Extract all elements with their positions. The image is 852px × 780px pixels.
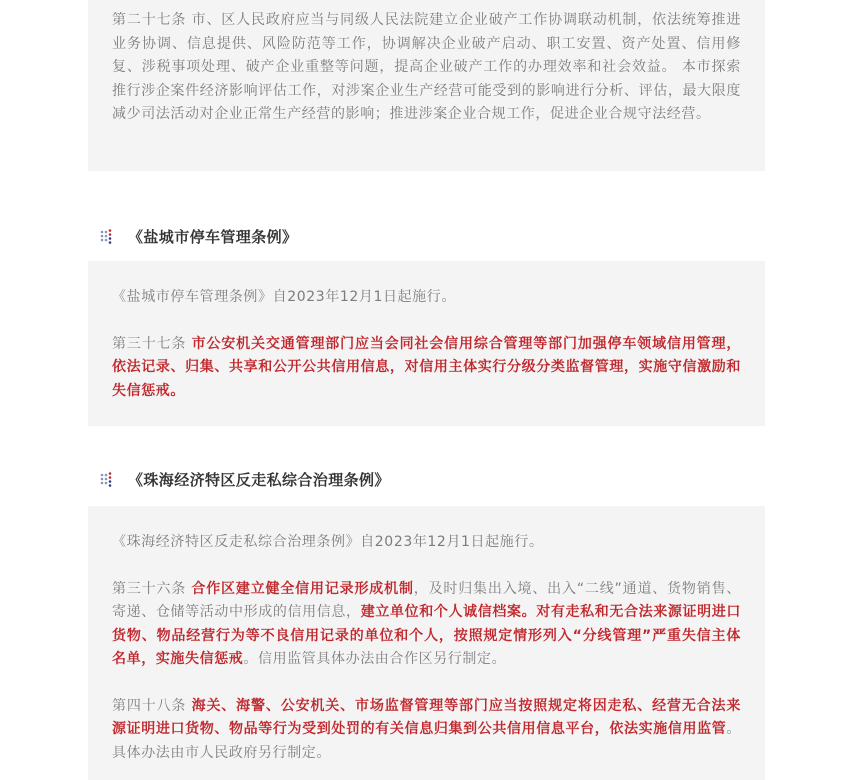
article-27-text: 第二十七条 市、区人民政府应当与同级人民法院建立企业破产工作协调联动机制，依法统筹推进业务协调、信息提供、风险防范等工作，协调解决企业破产启动、职工安置、资产处置、信用修复、涉税事项处理、破产企业重整等问题，提高企业破产工作的办理效率和社会效益。 本市探索推行涉企案件经济影响评估工作，对涉案企业生产经营可能受到的影响进行分析、评估，最大限度减少司法活动对企业正常生产经营的影响；推进涉案企业合规工作，促进企业合规守法经营。 (112, 12, 741, 122)
article-36-text (112, 578, 741, 672)
article-plain-text: 。信用监管具体办法由合作区另行制定。 (243, 651, 507, 667)
article-bold-text: 建立单位和个人诚信档案。对有走私和无合法来源证明进口货物、物品经营行为等不良信用记录的单位和个人，按照规定情形列入“分线管理”严重失信主体名单，实施失信惩戒 (112, 604, 741, 667)
article-plain-text: 。具体办法由市人民政府另行制定。 (112, 721, 741, 761)
section-heading-zhuhai (100, 468, 390, 490)
article-panel-1 (88, 0, 765, 171)
article-48-text (112, 695, 741, 766)
effective-date-text: 《珠海经济特区反走私综合治理条例》自2023年12月1日起施行。 (112, 534, 544, 550)
section-title: 《珠海经济特区反走私综合治理条例》 (128, 470, 390, 489)
section-heading-yancheng (100, 225, 297, 247)
article-37-text (112, 333, 741, 404)
dots-icon (100, 471, 116, 487)
article-panel-2 (88, 261, 765, 426)
article-number: 第三十七条 (112, 335, 192, 352)
effective-date-text: 《盐城市停车管理条例》自2023年12月1日起施行。 (112, 289, 456, 305)
article-bold-text: 海关、海警、公安机关、市场监督管理等部门应当按照规定将因走私、经营无合法来源证明进口货物、物品等行为受到处罚的有关信息归集到公共信用信息平台，依法实施信用监管 (112, 697, 741, 737)
article-number: 第三十六条 (112, 580, 192, 597)
dots-icon (100, 228, 116, 244)
article-bold-text: 合作区建立健全信用记录形成机制 (191, 580, 414, 597)
article-panel-3 (88, 506, 765, 780)
article-plain-text: ，及时归集出入境、出入“二线”通道、货物销售、寄递、仓储等活动中形成的信用信息， (112, 580, 741, 620)
section-title: 《盐城市停车管理条例》 (128, 227, 298, 246)
article-bold-text: 市公安机关交通管理部门应当会同社会信用综合管理等部门加强停车领域信用管理，依法记录、归集、共享和公开公共信用信息，对信用主体实行分级分类监督管理，实施守信激励和失信惩戒。 (112, 335, 741, 399)
article-number: 第四十八条 (112, 697, 192, 714)
